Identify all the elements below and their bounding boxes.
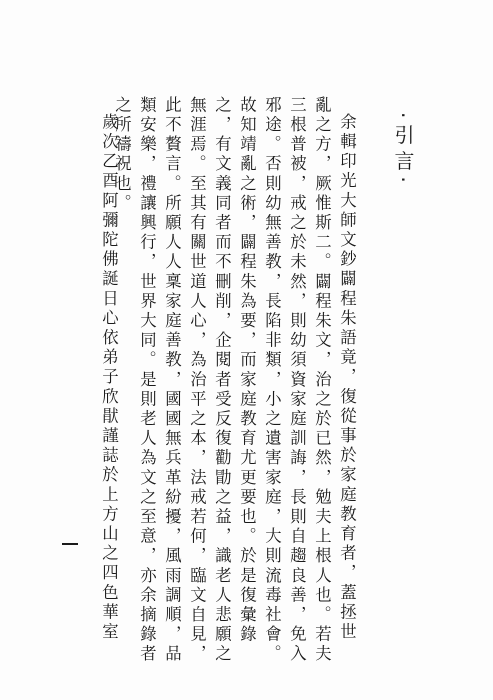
text-column-1: 余輯印光大師文鈔闢程朱語竟，復從事於家庭教育者，蓋拯世 (337, 113, 357, 643)
signature-line: 歲次乙酉阿彌陀佛誕日心依弟子欣猒謹誌於上方山之四色華室 (99, 113, 119, 643)
text-column-6: 之，有文義同者而不刪削，企閱者受反復勸勖之益，識老人悲願之 (212, 96, 232, 665)
page-title: ‧引言‧ (391, 112, 415, 189)
text-column-9: 類安樂，禮讓興行，世界大同。是則老人為文之至意，亦余摘錄者 (137, 96, 157, 665)
text-column-7: 無涯焉。至其有關世道人心，為治平之本，法戒若何，臨文自見， (187, 96, 207, 665)
text-column-4: 邪途。否則幼無善教，長陷非類，小之遺害家庭，大則流毒社會。 (262, 96, 282, 665)
text-column-2: 亂之方，厥惟斯二。闢程朱文，治之於已然，勉夫上根人也。若夫 (312, 96, 332, 665)
text-column-5: 故知靖亂之術，闢程朱為要，而家庭教育尤更要也。於是復彙錄 (237, 96, 257, 645)
text-column-8: 此不贅言。所願人人稟家庭善教，國國無兵革紛擾，風雨調順，品 (162, 96, 182, 665)
page-number (62, 543, 78, 545)
text-column-3: 三根普被，戒之於未然，則幼須資家庭訓誨，長則自趨良善，免入 (287, 96, 307, 665)
text-column-10: 之所禱祝也。 (112, 96, 132, 214)
